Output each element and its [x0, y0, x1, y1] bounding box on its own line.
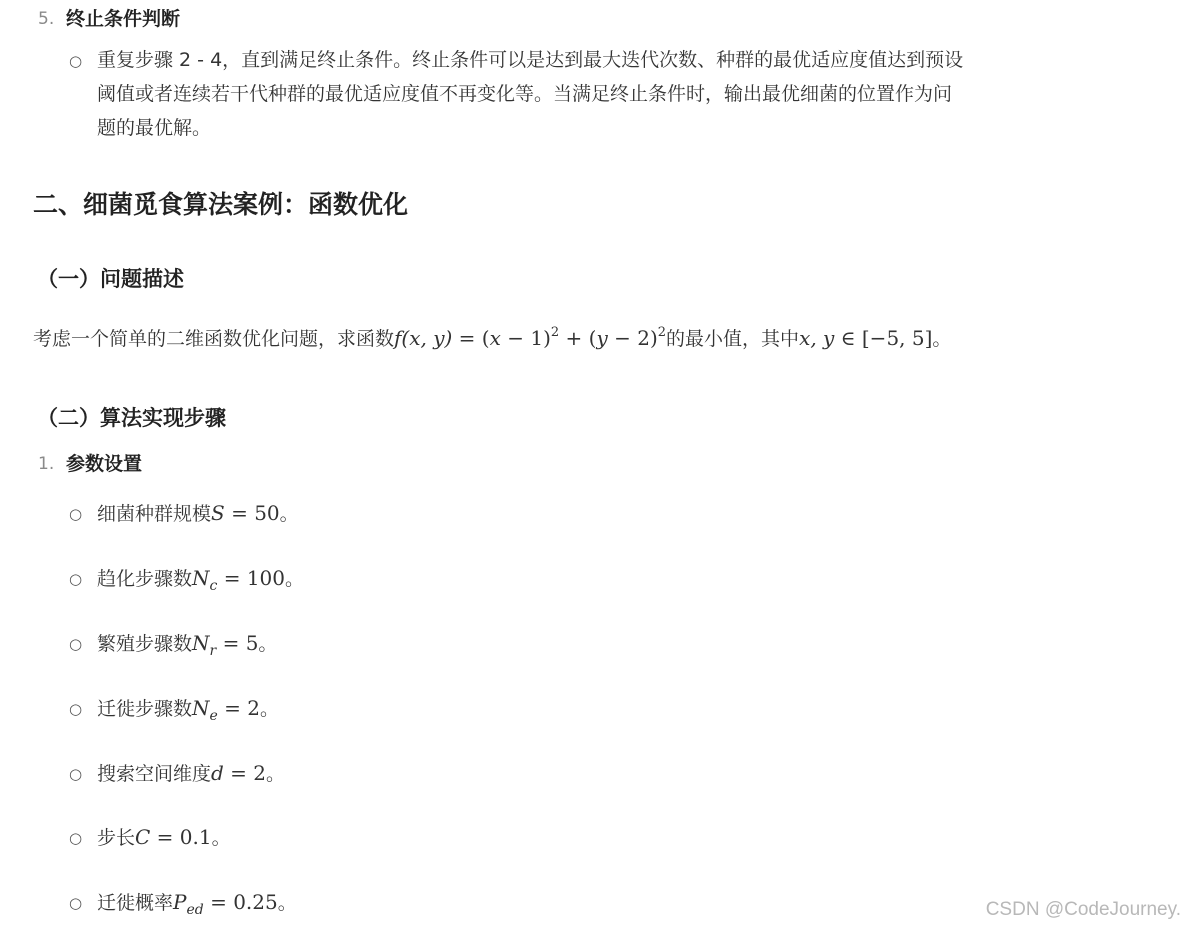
parameter-item — [97, 499, 299, 529]
parameter-formula: S = 50 — [211, 501, 280, 525]
bullet-icon: ○ — [69, 765, 83, 783]
problem-text-end: 。 — [932, 328, 952, 350]
parameter-label: 迁徙步骤数 — [97, 698, 193, 720]
watermark: CSDN @CodeJourney. — [985, 899, 1181, 920]
parameter-formula: $N_r = 5$ — [192, 631, 259, 659]
step-title: 终止条件判断 — [66, 8, 181, 30]
parameter-formula: $P_{ed} = 0.25$ — [173, 890, 278, 918]
parameter-label: 迁徙概率 — [97, 892, 174, 914]
objective-formula: f(x, $y) = (x - 1)^2 + (y - 2)^2$ — [394, 325, 667, 350]
parameter-item — [97, 629, 277, 666]
parameter-item — [97, 759, 285, 789]
problem-text-middle: 的最小值，其中 — [666, 328, 800, 350]
parameter-label: 搜索空间维度 — [97, 763, 212, 785]
list-number: 1. — [38, 454, 55, 474]
subsection-heading-steps: （二）算法实现步骤 — [37, 406, 226, 430]
problem-text-before: 考虑一个简单的二维函数优化问题，求函数 — [33, 328, 395, 350]
bullet-icon: ○ — [69, 894, 83, 912]
parameter-end: 。 — [285, 568, 305, 590]
step-description-line-2: 阈值或者连续若干代种群的最优适应度值不再变化等。当满足终止条件时，输出最优细菌的位置作为问 — [97, 83, 953, 105]
parameter-item — [97, 888, 297, 925]
bullet-icon: ○ — [69, 829, 83, 847]
parameter-formula: $N_c = 100$ — [192, 566, 286, 594]
bullet-icon: ○ — [69, 505, 83, 523]
subsection-heading-problem: （一）问题描述 — [37, 267, 184, 291]
problem-statement — [33, 318, 951, 354]
parameter-label: 步长 — [97, 827, 136, 849]
bullet-icon: ○ — [69, 700, 83, 718]
parameter-end: 。 — [279, 503, 299, 525]
parameter-formula: C = 0.1 — [135, 825, 212, 849]
step-description-line-1: 重复步骤 2 - 4，直到满足终止条件。终止条件可以是达到最大迭代次数、种群的最优适应度值达到预设 — [97, 49, 964, 71]
bullet-icon: ○ — [69, 570, 83, 588]
parameter-end: 。 — [266, 763, 286, 785]
parameter-end: 。 — [277, 892, 297, 914]
parameter-formula: $N_e = 2$ — [192, 696, 261, 724]
parameter-item — [97, 694, 279, 731]
parameter-end: 。 — [211, 827, 231, 849]
parameter-label: 繁殖步骤数 — [97, 633, 193, 655]
parameter-end: 。 — [260, 698, 280, 720]
parameter-item — [97, 823, 231, 853]
step-description-line-3: 题的最优解。 — [97, 117, 212, 139]
parameter-label: 趋化步骤数 — [97, 568, 193, 590]
parameter-end: 。 — [258, 633, 278, 655]
bullet-icon: ○ — [69, 635, 83, 653]
step-title: 参数设置 — [66, 453, 143, 475]
parameter-item — [97, 564, 304, 601]
bullet-icon: ○ — [69, 52, 83, 70]
parameter-formula: d = 2 — [211, 761, 267, 785]
domain-formula: x, y ∈ [−5, 5] — [799, 326, 933, 350]
parameter-label: 细菌种群规模 — [97, 503, 212, 525]
section-heading: 二、细菌觅食算法案例：函数优化 — [33, 190, 409, 219]
list-number: 5. — [38, 9, 55, 29]
